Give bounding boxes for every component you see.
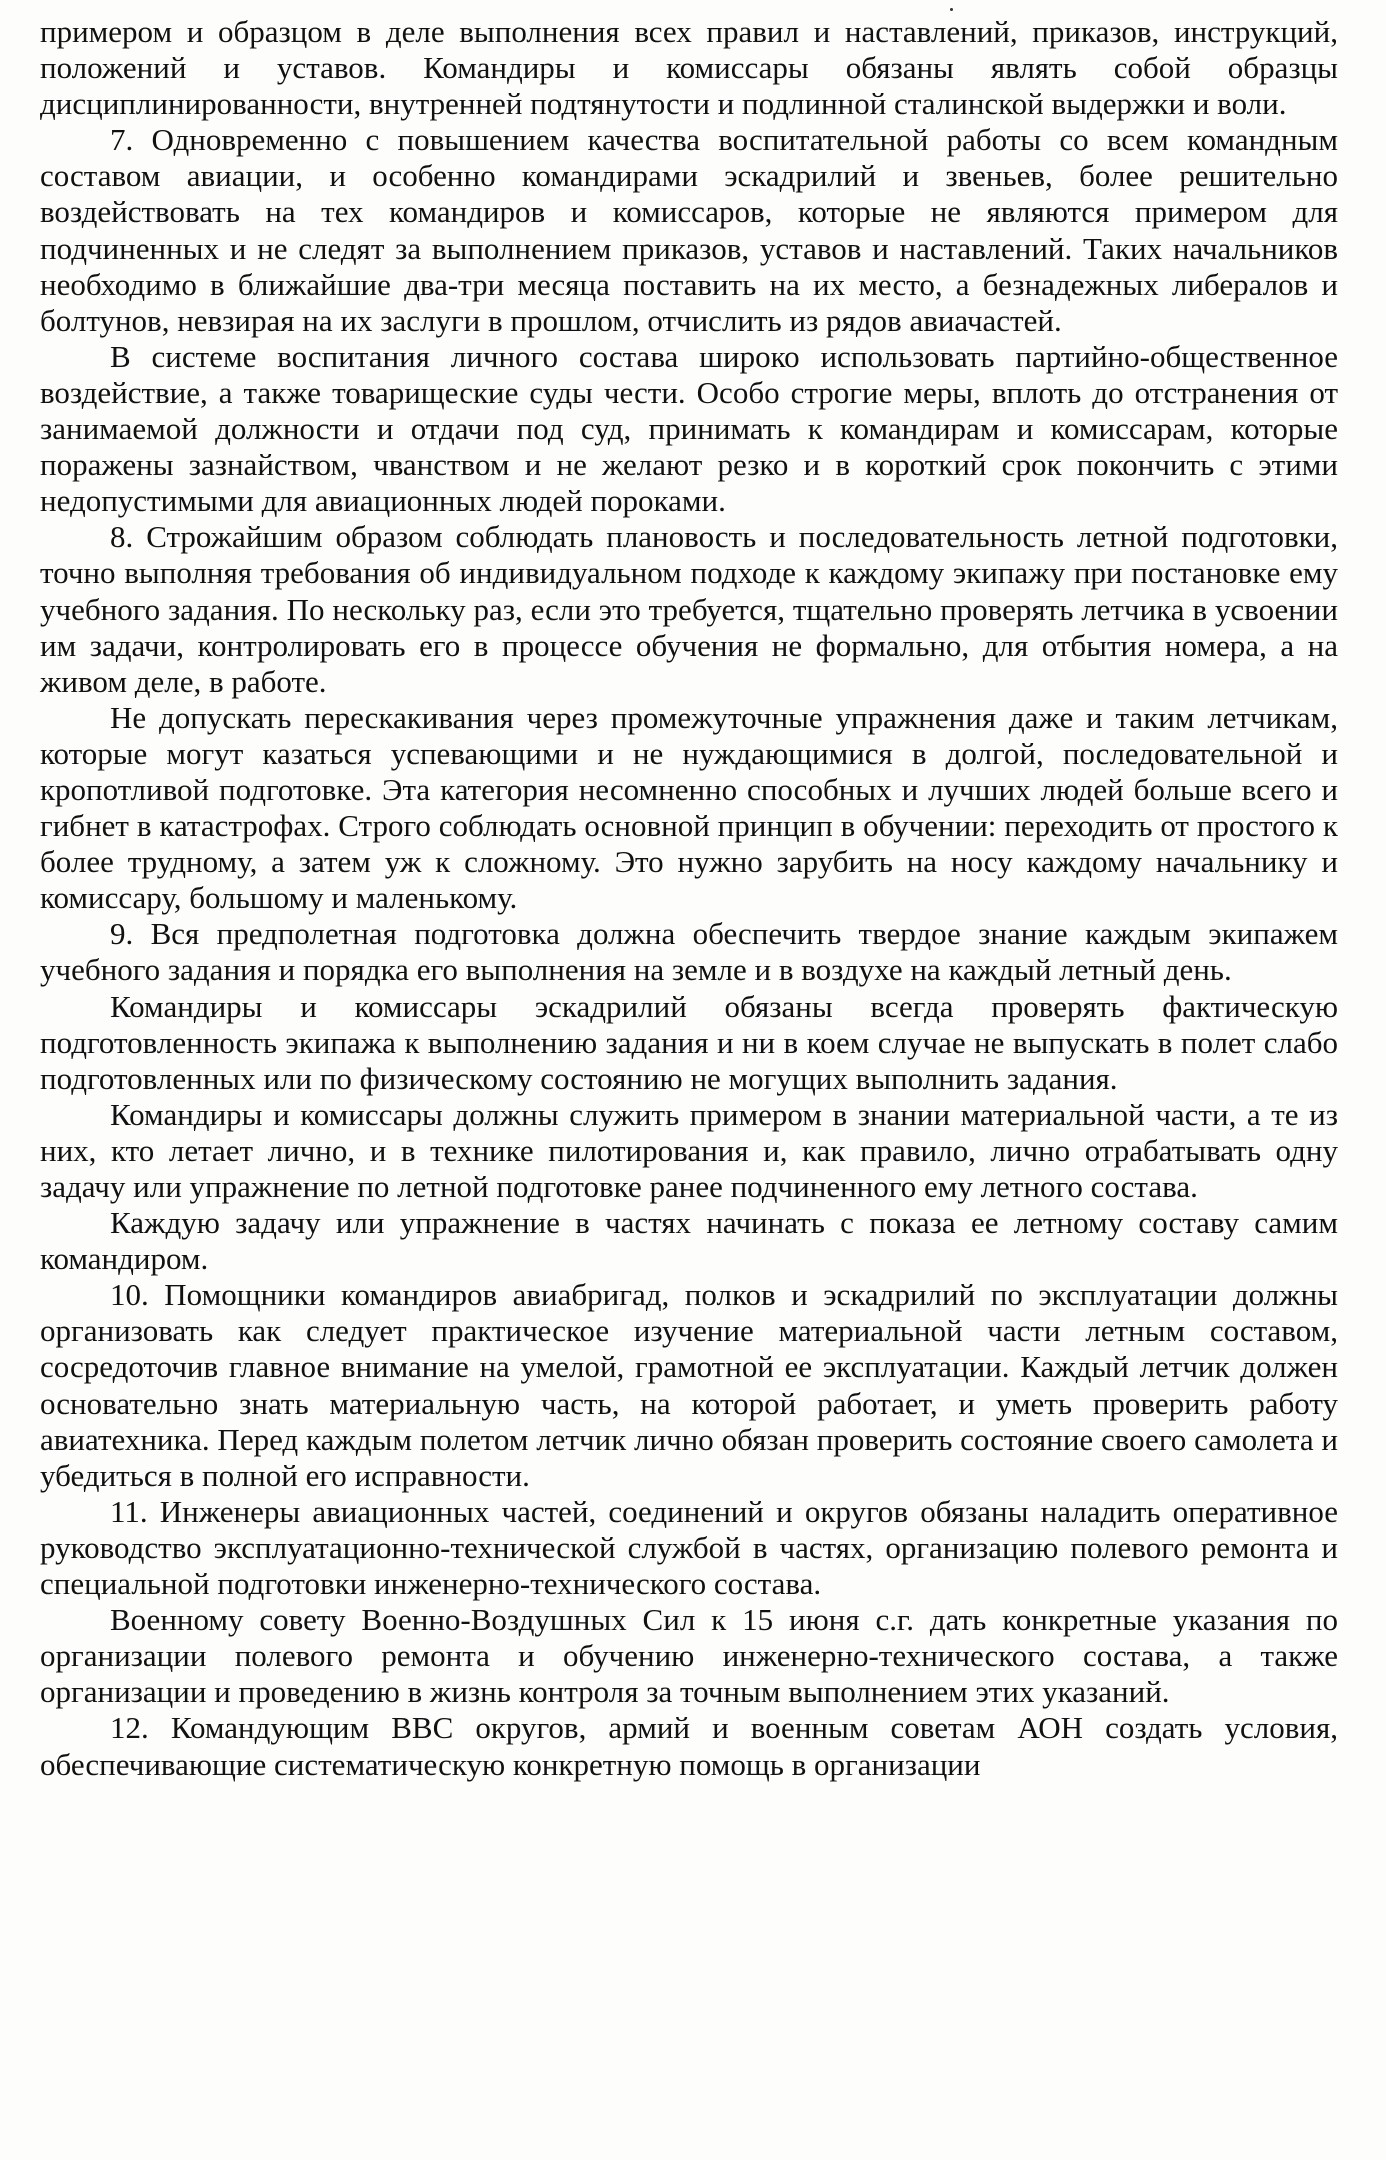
paragraph-item-10: 10. Помощники командиров авиабригад, полков и эскадрилий по эксплуатации должны организовать как следует практическое изучение материальной части летным составом, сосредоточив главное внимание на умелой, грамотной ее эксплуатации. Каждый летчик должен основательно знать материальную часть, на которой работает, и уметь проверить работу авиатехника. Перед каждым полетом летчик лично обязан проверить состояние своего самолета и убедиться в полной его исправности. xyxy=(40,1277,1338,1493)
paragraph-item-9-readiness: Командиры и комиссары эскадрилий обязаны всегда проверять фактическую подготовленность экипажа к выполнению задания и ни в коем случае не выпускать в полет слабо подготовленных или по физическому состоянию не могущих выполнить задания. xyxy=(40,988,1338,1096)
scan-speck xyxy=(950,8,953,11)
document-body xyxy=(40,14,1338,1783)
paragraph-item-9: 9. Вся предполетная подготовка должна обеспечить твердое знание каждым экипажем учебного задания и порядка его выполнения на земле и в воздухе на каждый летный день. xyxy=(40,916,1338,988)
paragraph-item-9-demonstration: Каждую задачу или упражнение в частях начинать с показа ее летному составу самим командиром. xyxy=(40,1205,1338,1277)
paragraph-item-11-council: Военному совету Военно-Воздушных Сил к 15 июня с.г. дать конкретные указания по организации полевого ремонта и обучению инженерно-технического состава, а также организации и проведению в жизнь контроля за точным выполнением этих указаний. xyxy=(40,1602,1338,1710)
paragraph-item-7: 7. Одновременно с повышением качества воспитательной работы со всем командным составом авиации, и особенно командирами эскадрилий и звеньев, более решительно воздействовать на тех командиров и комиссаров, которые не являются примером для подчиненных и не следят за выполнением приказов, уставов и наставлений. Таких начальников необходимо в ближайшие два-три месяца поставить на их место, а безнадежных либералов и болтунов, невзирая на их заслуги в прошлом, отчислить из рядов авиачастей. xyxy=(40,122,1338,338)
paragraph-item-12: 12. Командующим ВВС округов, армий и военным советам АОН создать условия, обеспечивающие систематическую конкретную помощь в организации xyxy=(40,1710,1338,1782)
paragraph-item-9-example: Командиры и комиссары должны служить примером в знании материальной части, а те из них, кто летает лично, и в технике пилотирования и, как правило, лично отрабатывать одну задачу или упражнение по летной подготовке ранее подчиненного ему летного состава. xyxy=(40,1096,1338,1204)
paragraph-continuation: примером и образцом в деле выполнения всех правил и наставлений, приказов, инструкций, положений и уставов. Командиры и комиссары обязаны являть собой образцы дисциплинированности, внутренней подтянутости и подлинной сталинской выдержки и воли. xyxy=(40,14,1338,122)
paragraph-item-7-education: В системе воспитания личного состава широко использовать партийно-общественное воздействие, а также товарищеские суды чести. Особо строгие меры, вплоть до отстранения от занимаемой должности и отдачи под суд, принимать к командирам и комиссарам, которые поражены зазнайством, чванством и не желают резко и в короткий срок покончить с этими недопустимыми для авиационных людей пороками. xyxy=(40,338,1338,519)
paragraph-item-8: 8. Строжайшим образом соблюдать плановость и последовательность летной подготовки, точно выполняя требования об индивидуальном подходе к каждому экипажу при постановке ему учебного задания. По нескольку раз, если это требуется, тщательно проверять летчика в усвоении им задачи, контролировать его в процессе обучения не формально, для отбытия номера, а на живом деле, в работе. xyxy=(40,519,1338,699)
paragraph-item-11: 11. Инженеры авиационных частей, соединений и округов обязаны наладить оперативное руководство эксплуатационно-технической службой в частях, организацию полевого ремонта и специальной подготовки инженерно-технического состава. xyxy=(40,1493,1338,1602)
paragraph-item-8-no-skipping: Не допускать перескакивания через промежуточные упражнения даже и таким летчикам, которые могут казаться успевающими и не нуждающимися в долгой, последовательной и кропотливой подготовке. Эта категория несомненно способных и лучших людей больше всего и гибнет в катастрофах. Строго соблюдать основной принцип в обучении: переходить от простого к более трудному, а затем уж к сложному. Это нужно зарубить на носу каждому начальнику и комиссару, большому и маленькому. xyxy=(40,699,1338,916)
